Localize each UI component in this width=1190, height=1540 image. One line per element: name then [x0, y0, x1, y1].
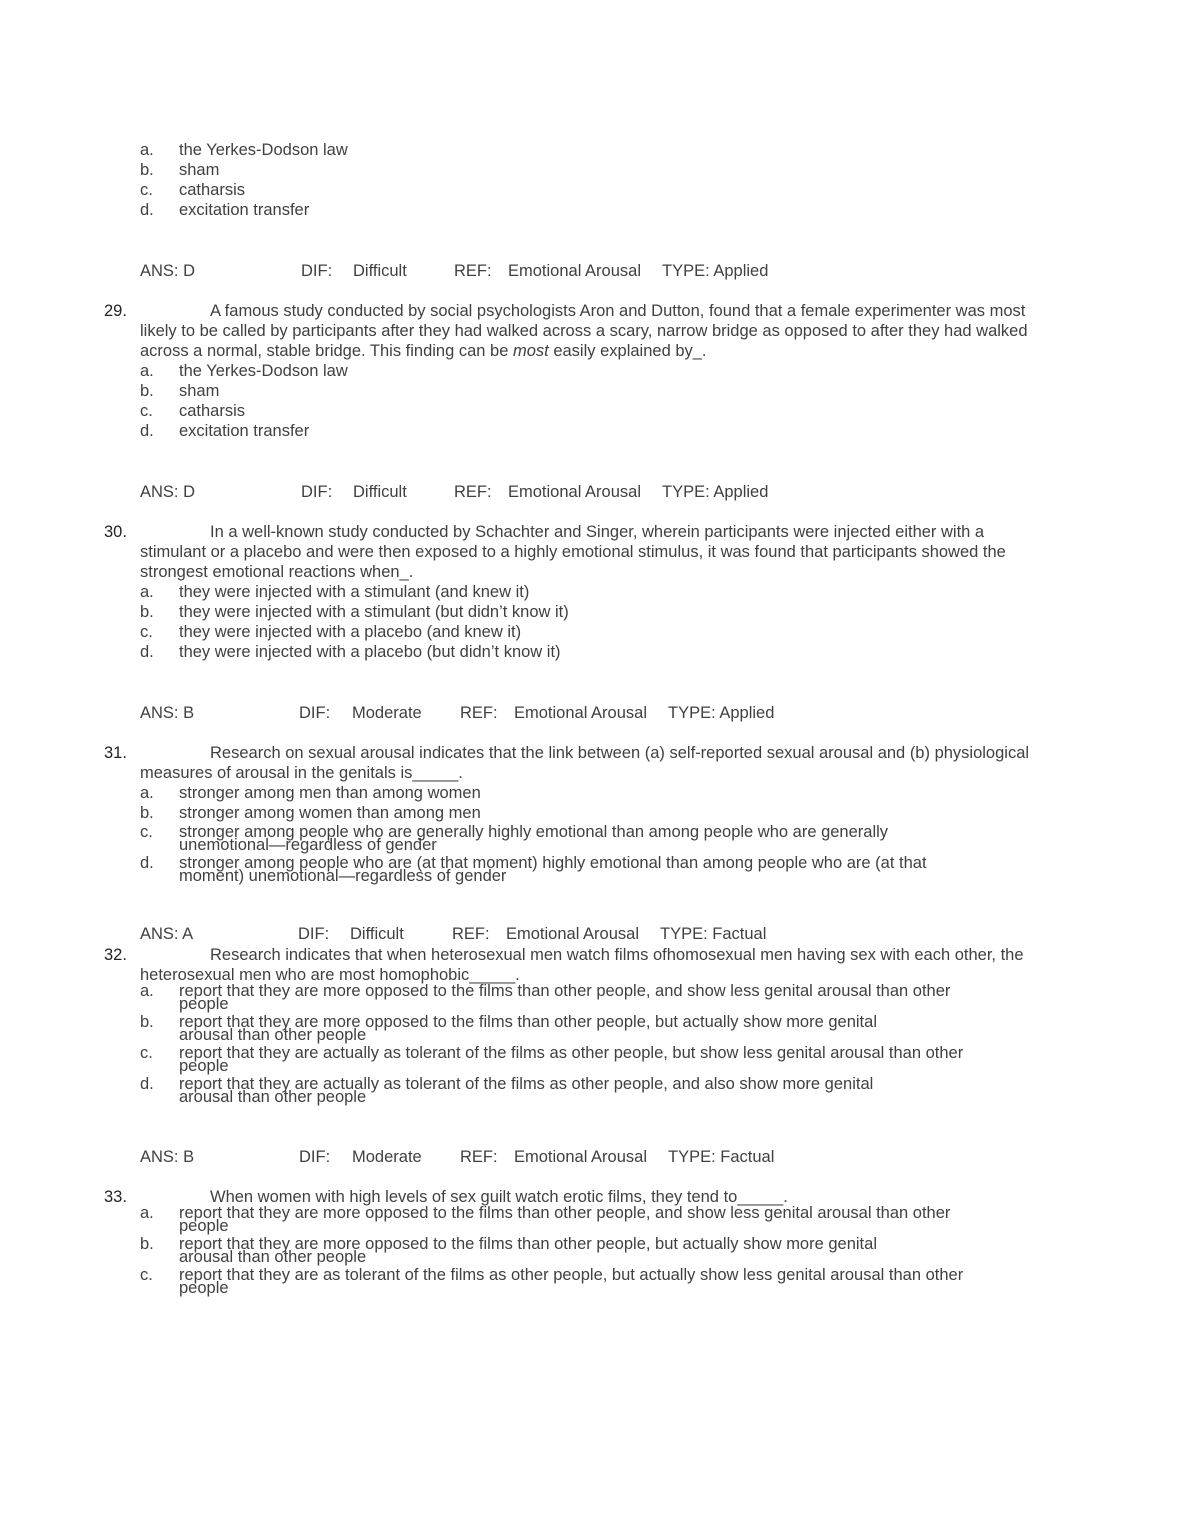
option-b: b. sham — [140, 382, 220, 400]
question-29-options — [140, 361, 1040, 441]
option-b: b. report that they are more opposed to the films than other people, but actually show more genital arousal than other people — [140, 1013, 877, 1044]
question-stem: Research on sexual arousal indicates that the link between (a) self-reported sexual arousal and (b) physiological measures of arousal in the genitals is_____. — [140, 744, 1030, 782]
question-32 — [104, 945, 1050, 985]
option-b: b. report that they are more opposed to the films than other people, but actually show more genital arousal than other people — [140, 1235, 877, 1266]
question-number: 31. — [104, 744, 127, 762]
option-d: d. they were injected with a placebo (but didn’t know it) — [140, 643, 561, 661]
option-a: a. the Yerkes-Dodson law — [140, 362, 348, 380]
question-33-options — [140, 1204, 1040, 1295]
option-b: b. stronger among women than among men — [140, 804, 481, 822]
option-a: a. report that they are more opposed to the films than other people, and show less genital arousal than other people — [140, 982, 951, 1013]
question-32-options — [140, 982, 1040, 1104]
question-30 — [104, 522, 1050, 582]
question-stem: A famous study conducted by social psychologists Aron and Dutton, found that a female experimenter was most likely to be called by participants after they had walked across a scary, narrow bridge as opposed to after they had walked across a normal, stable bridge. This finding can be most easily explained by_. — [140, 302, 1028, 360]
document-page: a. the Yerkes-Dodson law b. sham c. catharsis d. excitation transfer ANS: D DIF: Difficult REF: Emotional Arousal TYPE: Applied 29. A famous study conducted by social psychologists Aron and Dutton, found that a female experimenter was most likely to be called by participants after they had walked across a scary, narrow bridge as opposed to after they had walked across a normal, stable bridge. This finding can be most easily explained by_. a. the Yerkes-Dodson law b. sham c. catharsis d. excitation transfer ANS: D DIF: Difficult REF: Emotional Arousal TYPE: Applied 30. In a well-known study conducted by Schachter and Singer, wherein participants were injected either with a stimulant or a placebo and were then exposed to a highly emotional stimulus, it was found that participants showed the strongest emotional reactions when_. a. they were injected with a stimulant (and knew it) b. they were injected with a stimulant (but didn’t know it) c. they were injected with a placebo (and knew it) d. they were injected with a placebo (but didn’t know it) ANS: B DIF: Moderate REF: Emotional Arousal TYPE: Applied 31. Research on sexual arousal indicates that the link between (a) self-reported sexual arousal and (b) physiological measures of arousal in the genitals is_____. a. stronger among men than among women b. stronger among women than among men c. stronger among people who are generally highly emotional than among people who are generally unemotional—regardless of gender d. stronger among people who are (at that moment) highly emotional than among people who are (at that moment) unemotional—regardless of gender ANS: A DIF: Difficult REF: Emotional Arousal TYPE: Factual 32. Research indicates that when heterosexual men watch films ofhomosexual men having sex with each other, the heterosexual men who are most homophobic_____. a. report that they are more opposed to the films than other people, and show less genital arousal than other people b. report that they are more opposed to the films than other people, but actually show more genital arousal than other people c. report that they are actually as tolerant of the films as other people, but show less genital arousal than other people d. report that they are actually as tolerant of the films as other people, and also show more genital arousal than other people ANS: B DIF: Moderate REF: Emotional Arousal TYPE: Factual 33. When women with high levels of sex guilt watch erotic films, they tend to_____. a. report that they are more opposed to the films than other people, and show less genital arousal than other people b. report that they are more opposed to the films than other people, but actually show more genital arousal than other people c. report that they are as tolerant of the films as other people, but actually show less genital arousal than other people — [0, 0, 1190, 1540]
option-c: c. report that they are actually as tolerant of the films as other people, but show less genital arousal than other people — [140, 1044, 964, 1075]
question-stem: In a well-known study conducted by Schachter and Singer, wherein participants were injected either with a stimulant or a placebo and were then exposed to a highly emotional stimulus, it was found that participants showed the strongest emotional reactions when_. — [140, 523, 1006, 581]
question-number: 33. — [104, 1188, 127, 1206]
question-30-options — [140, 582, 1040, 662]
option-a: a. report that they are more opposed to the films than other people, and show less genital arousal than other people — [140, 1204, 951, 1235]
question-number: 29. — [104, 302, 127, 320]
question-stem: Research indicates that when heterosexual men watch films ofhomosexual men having sex with each other, the heterosexual men who are most homophobic_____. — [140, 946, 1024, 984]
option-c: c. catharsis — [140, 402, 246, 420]
question-29 — [104, 301, 1050, 361]
option-d: d. stronger among people who are (at that moment) highly emotional than among people who are (at that moment) unemotional—regardless of gender — [140, 854, 927, 885]
question-stem: When women with high levels of sex guilt watch erotic films, they tend to_____. — [210, 1188, 788, 1206]
question-31-options — [140, 783, 1040, 883]
option-d: d. excitation transfer — [140, 201, 310, 219]
question-number: 30. — [104, 523, 127, 541]
option-a: a. stronger among men than among women — [140, 784, 481, 802]
option-c: c. they were injected with a placebo (and knew it) — [140, 623, 522, 641]
question-number: 32. — [104, 946, 127, 964]
option-a: a. the Yerkes-Dodson law — [140, 141, 348, 159]
option-c: c. stronger among people who are generally highly emotional than among people who are generally unemotional—regardless of gender — [140, 823, 889, 854]
question-31 — [104, 743, 1050, 783]
option-c: c. catharsis — [140, 181, 246, 199]
orphan-options — [140, 140, 1040, 220]
option-c: c. report that they are as tolerant of the films as other people, but actually show less genital arousal than other people — [140, 1266, 964, 1297]
option-b: b. they were injected with a stimulant (but didn’t know it) — [140, 603, 569, 621]
option-b: b. sham — [140, 161, 220, 179]
option-d: d. report that they are actually as tolerant of the films as other people, and also show more genital arousal than other people — [140, 1075, 874, 1106]
option-a: a. they were injected with a stimulant (and knew it) — [140, 583, 530, 601]
option-d: d. excitation transfer — [140, 422, 310, 440]
